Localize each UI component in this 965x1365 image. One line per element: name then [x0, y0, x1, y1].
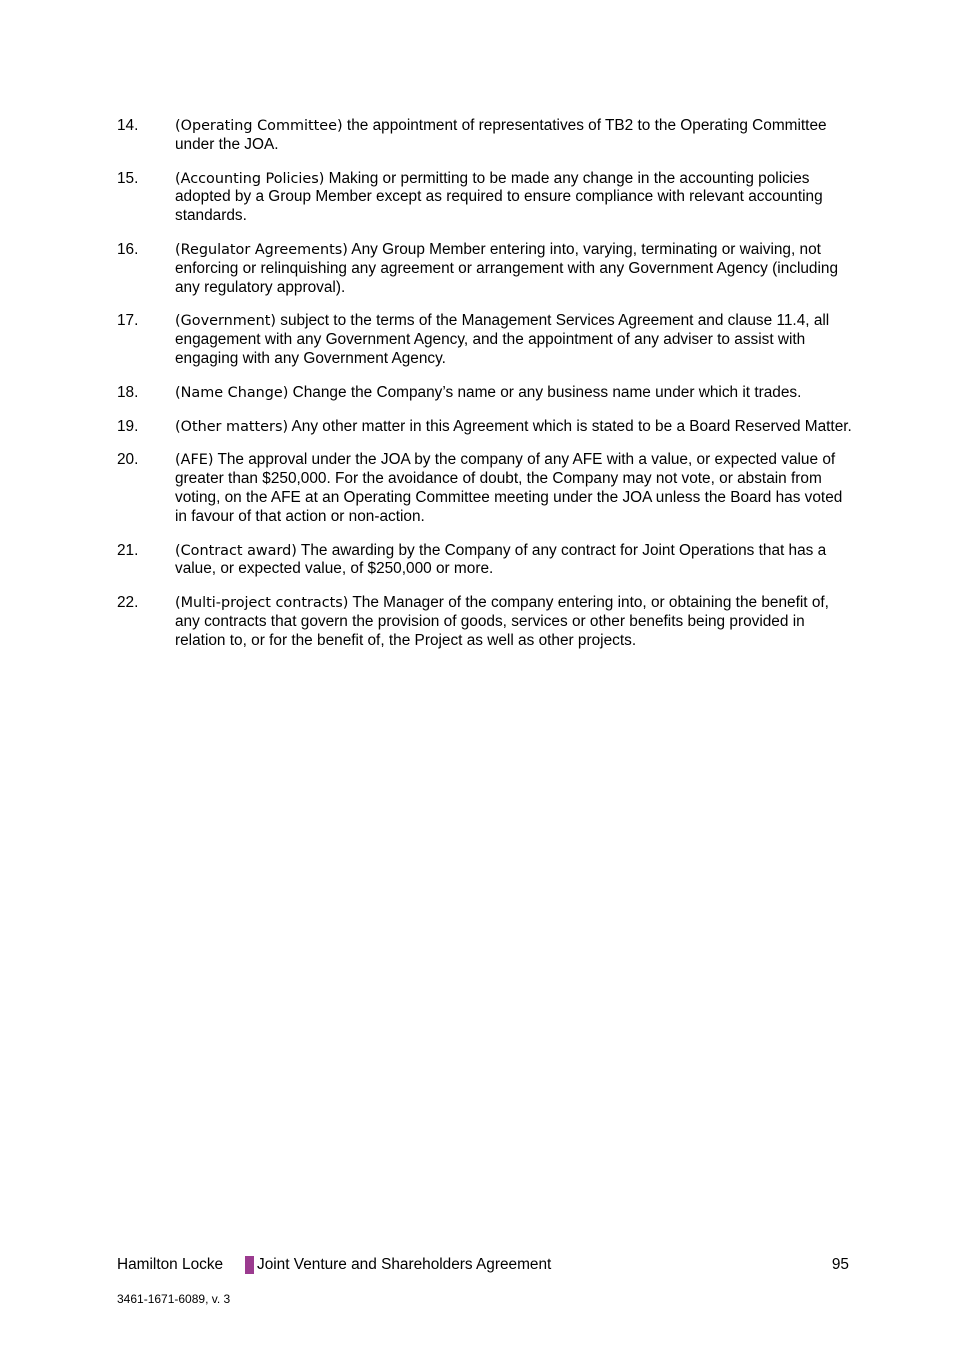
page-number: 95: [831, 1256, 849, 1273]
clause-text: [175, 170, 852, 226]
clause-15: [117, 170, 852, 226]
clause-number: 20.: [117, 451, 139, 469]
clause-heading: (Accounting Policies): [175, 170, 325, 187]
clause-heading: (Regulator Agreements): [175, 241, 348, 258]
firm-name: Hamilton Locke: [117, 1256, 224, 1273]
clause-18: [117, 384, 852, 403]
clause-body: The awarding by the Company of any contract for Joint Operations that has a value, or expected value, of $250,000 or more.: [175, 541, 827, 578]
clause-number: 16.: [117, 240, 139, 258]
clause-text: [175, 312, 852, 368]
clause-body: Making or permitting to be made any change in the accounting policies adopted by a Group Member except as required to ensure compliance with relevant accounting standards.: [175, 169, 823, 225]
clause-body: The Manager of the company entering into, or obtaining the benefit of, any contracts that govern the provision of goods, services or other benefits being provided in relation to, or for the benefit of, the Project as well as other projects.: [175, 594, 829, 649]
clause-21: [117, 542, 852, 580]
clause-20: [117, 451, 852, 526]
clause-number: 14.: [117, 117, 139, 134]
clause-text: [175, 451, 852, 526]
clause-text: [175, 384, 852, 403]
clause-body: Any Group Member entering into, varying, terminating or waiving, not enforcing or relinquishing any agreement or arrangement with any Government Agency (including any regulatory approval).: [175, 240, 839, 296]
clause-heading: (Multi-project contracts): [175, 595, 349, 612]
clause-number: 21.: [117, 541, 139, 559]
clause-body: the appointment of representatives of TB2 to the Operating Committee under the JOA.: [175, 117, 827, 153]
page-footer: [117, 1255, 849, 1275]
clause-text: [175, 241, 852, 297]
clause-text: [175, 418, 852, 437]
clause-19: [117, 418, 852, 437]
clause-heading: (Name Change): [175, 384, 289, 401]
clause-body: subject to the terms of the Management Services Agreement and clause 11.4, all engagement with any Government Agency, and the appointment of any adviser to assist with engaging with any Government Agency.: [175, 312, 830, 367]
clause-text: [175, 117, 852, 155]
clause-heading: (Other matters): [175, 418, 289, 435]
clause-number: 15.: [117, 169, 139, 187]
clause-number: 22.: [117, 594, 139, 612]
clause-number: 19.: [117, 417, 139, 435]
clause-list: [117, 117, 852, 666]
clause-number: 17.: [117, 312, 139, 330]
clause-16: [117, 241, 852, 297]
clause-22: [117, 594, 852, 650]
clause-body: The approval under the JOA by the company of any AFE with a value, or expected value of greater than $250,000. For the avoidance of doubt, the Company may not vote, or abstain from voting, on the AFE at an Operating Committee meeting under the JOA unless the Board has voted in favour of that action or non-action.: [175, 451, 843, 525]
clause-body: Any other matter in this Agreement which is stated to be a Board Reserved Matter.: [288, 417, 852, 435]
clause-text: [175, 594, 852, 650]
clause-heading: (Contract award): [175, 542, 297, 559]
clause-number: 18.: [117, 383, 139, 401]
clause-heading: (Operating Committee): [175, 118, 343, 134]
clause-17: [117, 312, 852, 368]
document-reference: 3461-1671-6089, v. 3: [117, 1292, 231, 1306]
clause-14: [117, 117, 852, 155]
document-title: Joint Venture and Shareholders Agreement: [257, 1256, 552, 1273]
clause-heading: (AFE): [175, 452, 214, 469]
footer-accent-bar: [245, 1256, 254, 1274]
clause-text: [175, 542, 852, 580]
clause-body: Change the Company’s name or any business name under which it trades.: [288, 383, 802, 401]
clause-heading: (Government): [175, 313, 276, 330]
